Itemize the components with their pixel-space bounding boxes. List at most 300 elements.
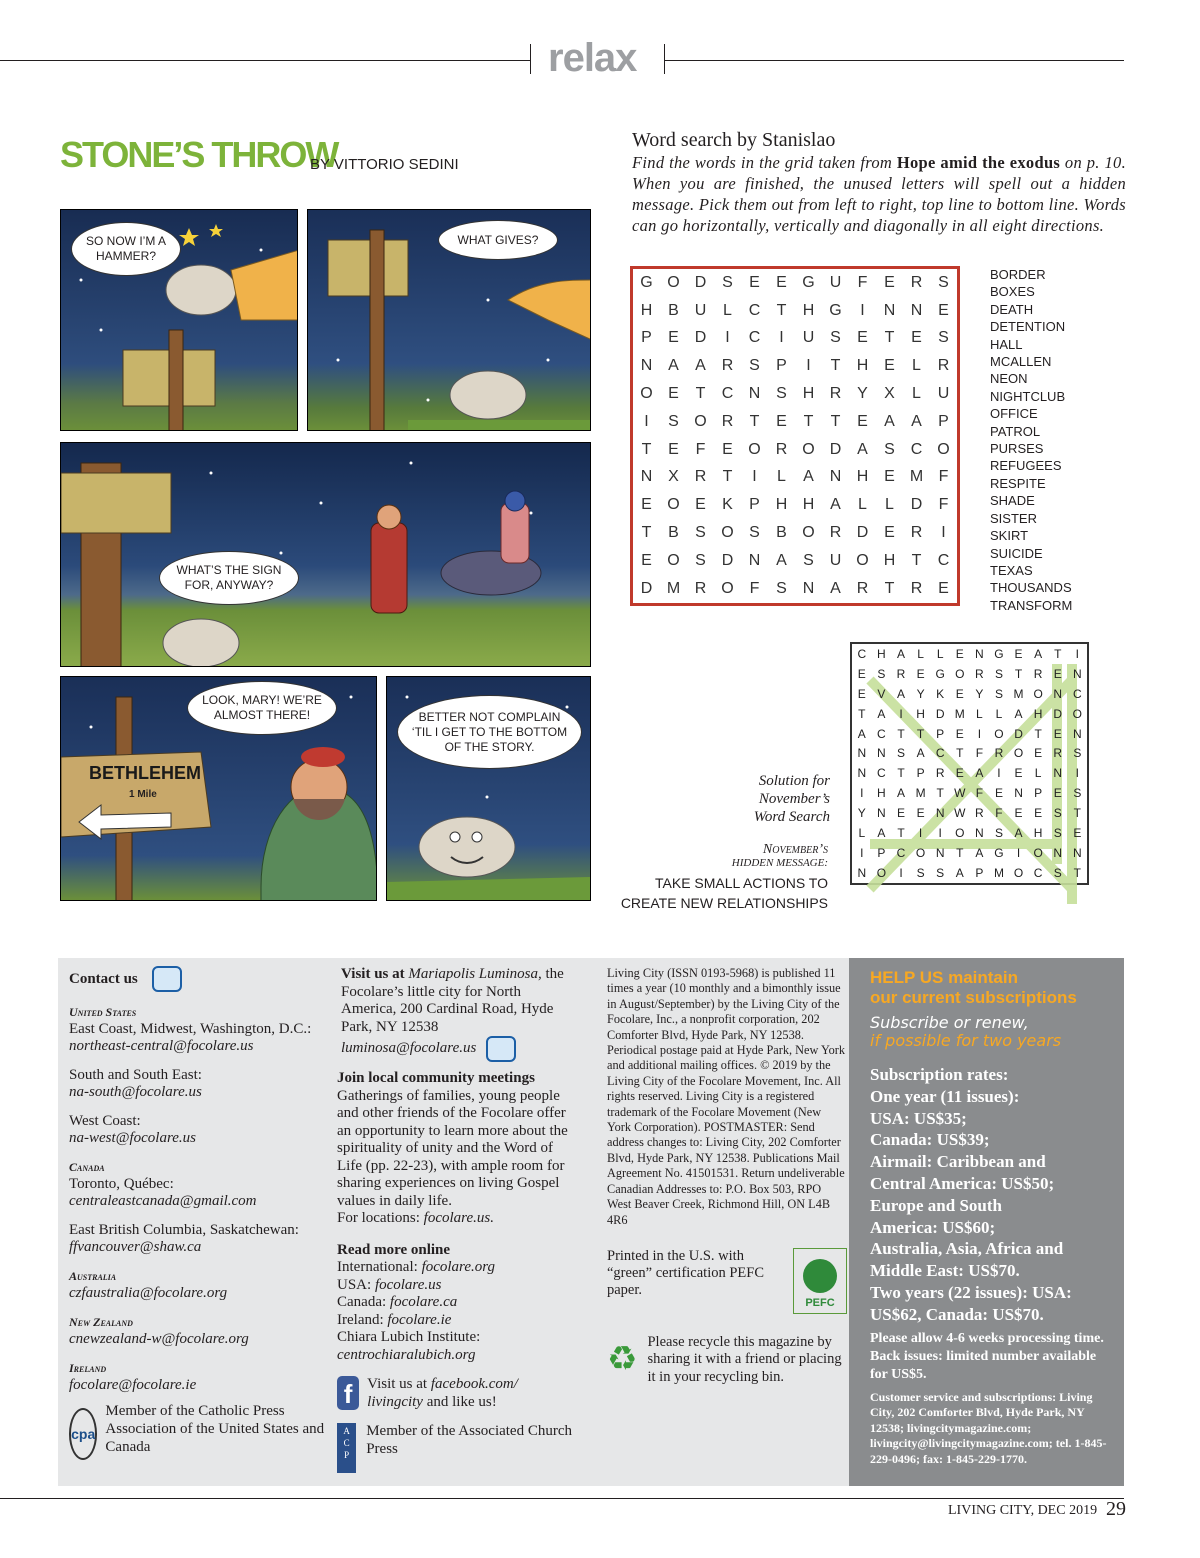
ws-cell: R <box>694 468 707 486</box>
contact-line: South and South East: <box>69 1067 202 1083</box>
hidden-label <box>690 843 828 870</box>
contact-title <box>69 966 334 992</box>
sol-cell: E <box>916 666 925 681</box>
sol-cell: A <box>896 686 905 701</box>
ws-cell: D <box>856 524 869 542</box>
sol-cell: N <box>1014 786 1023 801</box>
ws-cell: E <box>938 301 949 319</box>
sol-cell: E <box>955 646 964 661</box>
contact-email[interactable]: focolare@focolare.ie <box>69 1377 197 1393</box>
ws-row <box>633 408 957 436</box>
help-title-2: our current subscriptions <box>870 988 1077 1007</box>
contact-email[interactable]: na-south@focolare.us <box>69 1084 202 1100</box>
ws-cell: O <box>856 551 869 569</box>
ws-cell: D <box>910 496 923 514</box>
comic-panel-3 <box>60 442 591 667</box>
ws-cell: L <box>777 468 786 486</box>
contact-email[interactable]: na-west@focolare.us <box>69 1130 196 1146</box>
ws-cell: I <box>752 468 757 486</box>
sol-cell: L <box>917 646 924 661</box>
ws-cell: T <box>884 329 895 347</box>
contact-line: East Coast, Midwest, Washington, D.C.: <box>69 1021 312 1037</box>
ws-cell: C <box>937 551 950 569</box>
sol-cell: R <box>975 666 984 681</box>
ws-cell: E <box>776 412 787 430</box>
sol-cell: L <box>995 706 1003 721</box>
sol-cell: H <box>877 786 886 801</box>
sol-cell: T <box>858 706 866 721</box>
sol-cell: R <box>1053 746 1063 761</box>
meet-title: Join local community meetings <box>337 1070 535 1086</box>
word-list-item: RESPITE <box>990 475 1046 491</box>
sign-bethlehem: BETHLEHEM <box>89 763 201 783</box>
ws-row <box>633 575 957 603</box>
email-icon <box>152 966 182 992</box>
sol-cell: A <box>877 825 886 840</box>
facebook-link[interactable]: facebook.com/ livingcity <box>367 1376 518 1410</box>
ws-cell: H <box>856 468 869 486</box>
ws-cell: R <box>721 357 734 375</box>
help-sub-2: if possible for two years <box>870 1031 1062 1050</box>
sol-cell: S <box>877 666 886 681</box>
ws-cell: H <box>802 385 815 403</box>
ws-cell: O <box>721 579 734 597</box>
sol-cell: D <box>1014 726 1023 741</box>
contact-email[interactable]: ffvancouver@shaw.ca <box>69 1239 202 1255</box>
sol-cell: T <box>1034 726 1042 741</box>
ws-cell: E <box>857 412 868 430</box>
acp-row <box>337 1423 577 1473</box>
ws-cell: X <box>884 385 895 403</box>
ws-cell: C <box>910 440 923 458</box>
help-note: Please allow 4-6 weeks processing time. Back issues: limited number available for US$5. <box>870 1330 1104 1382</box>
sol-cell: D <box>935 706 945 721</box>
sol-cell: R <box>975 806 984 821</box>
sol-cell: O <box>915 845 926 860</box>
footer-rule <box>0 1498 1124 1499</box>
sol-cell: L <box>1034 766 1042 781</box>
contact-line: Toronto, Québec: <box>69 1176 174 1192</box>
sol-cell: M <box>993 865 1004 880</box>
word-list-item: TEXAS <box>990 562 1033 578</box>
word-list-item: TRANSFORM <box>990 597 1073 613</box>
sol-cell: P <box>936 726 945 741</box>
sol-cell: C <box>877 766 886 781</box>
ws-cell: R <box>910 273 923 291</box>
ws-cell: D <box>829 440 842 458</box>
ws-cell: E <box>668 329 679 347</box>
ws-row <box>633 297 957 325</box>
pefc-tree-icon <box>803 1259 837 1293</box>
sol-cell: I <box>938 825 942 840</box>
contact-entry <box>69 1159 334 1210</box>
contact-region: United States <box>69 1005 137 1019</box>
ws-cell: T <box>722 468 733 486</box>
hidden-label-1: November’s <box>762 842 828 857</box>
ws-row <box>633 325 957 353</box>
ws-cell: D <box>640 579 653 597</box>
ws-cell: T <box>641 440 652 458</box>
sol-row <box>852 843 1087 863</box>
ws-cell: H <box>802 301 815 319</box>
sol-cell: P <box>916 766 925 781</box>
comic-panel-5 <box>386 676 591 901</box>
ws-cell: T <box>641 524 652 542</box>
ws-cell: Y <box>857 385 868 403</box>
sol-cell: O <box>1033 845 1043 860</box>
ws-cell: U <box>937 385 950 403</box>
sol-cell: I <box>918 825 923 840</box>
sol-cell: N <box>935 845 945 860</box>
facebook-text <box>367 1376 577 1411</box>
word-list-item: SISTER <box>990 510 1037 526</box>
ws-cell: G <box>829 301 842 319</box>
sol-cell: S <box>994 666 1003 681</box>
ws-cell: E <box>857 329 868 347</box>
contact-line: West Coast: <box>69 1113 141 1129</box>
sol-cell: H <box>1033 825 1043 840</box>
word-list-item: REFUGEES <box>990 458 1062 474</box>
ws-cell: O <box>667 496 680 514</box>
sol-cell: N <box>1072 845 1082 860</box>
sol-cell: E <box>1014 766 1023 781</box>
footer-issue: LIVING CITY, DEC 2019 <box>948 1503 1098 1518</box>
ws-cell: E <box>641 496 652 514</box>
sol-cell: K <box>936 686 945 701</box>
sol-cell: G <box>935 666 945 681</box>
sol-cell: P <box>877 845 886 860</box>
acp-text: Member of the Associated Church Press <box>366 1423 572 1457</box>
ws-cell: S <box>749 524 760 542</box>
sol-cell: N <box>857 766 867 781</box>
contact-title-text: Contact us <box>69 970 138 987</box>
online-link[interactable]: Chiara Lubich Institute: <box>337 1329 481 1345</box>
ws-cell: N <box>748 551 761 569</box>
sol-cell: O <box>955 666 965 681</box>
help-title-1: HELP US maintain <box>870 968 1018 987</box>
ws-cell: B <box>776 524 787 542</box>
sol-cell: L <box>936 646 944 661</box>
ws-cell: O <box>721 524 734 542</box>
ws-row <box>633 352 957 380</box>
sol-cell: O <box>1072 706 1082 721</box>
sol-cell: C <box>896 845 906 860</box>
online-link[interactable]: International: focolare.org <box>337 1259 496 1275</box>
ws-cell: M <box>909 468 924 486</box>
ws-cell: E <box>884 273 895 291</box>
ws-row <box>633 436 957 464</box>
ws-cell: E <box>749 273 760 291</box>
locations-link[interactable]: focolare.us. <box>423 1210 494 1226</box>
ws-cell: S <box>830 329 841 347</box>
sol-cell: H <box>916 706 925 721</box>
speech-bubble-1: SO NOW I’M A HAMMER? <box>71 222 181 276</box>
ws-cell: P <box>749 496 760 514</box>
sol-cell: A <box>1014 706 1023 721</box>
sol-cell: N <box>1053 766 1063 781</box>
sol-cell: L <box>976 706 983 721</box>
ws-cell: L <box>723 301 732 319</box>
sol-cell: T <box>1073 806 1081 821</box>
sol-cell: O <box>1013 865 1024 880</box>
sol-row <box>852 704 1087 724</box>
ws-row <box>633 269 957 297</box>
ws-cell: T <box>776 301 787 319</box>
word-list-item: BORDER <box>990 267 1046 282</box>
acp-logo: A C P <box>337 1423 356 1473</box>
rate-line: Airmail: Caribbean and <box>870 1152 1046 1172</box>
sol-cell: M <box>1013 686 1024 701</box>
sol-cell: F <box>995 806 1003 821</box>
sol-cell: S <box>936 865 945 880</box>
ws-cell: A <box>776 551 787 569</box>
ws-cell: F <box>695 440 706 458</box>
ws-cell: S <box>668 412 679 430</box>
ws-cell: I <box>860 301 865 319</box>
word-list-item: DETENTION <box>990 319 1066 335</box>
ws-cell: E <box>884 524 895 542</box>
ws-cell: P <box>938 412 949 430</box>
sol-row <box>852 823 1087 843</box>
ws-cell: E <box>938 579 949 597</box>
ws-cell: B <box>668 524 679 542</box>
sol-cell: N <box>975 825 984 840</box>
intro-part-c: on p. 10. When you are finished, the unused letters will spell out a hidden message. Pick them out from left to right, top line to bottom line. Words can go horizontally, vertically and diagonally in all eight directions. <box>632 153 1127 235</box>
sol-cell: S <box>916 865 925 880</box>
word-list-item: DEATH <box>990 301 1034 317</box>
solution-grid <box>850 642 1089 885</box>
sol-cell: E <box>955 726 964 741</box>
ws-cell: K <box>722 496 733 514</box>
visit-email[interactable]: luminosa@focolare.us <box>341 1040 477 1057</box>
sol-cell: E <box>896 806 905 821</box>
fb-label: Visit us at <box>367 1376 431 1392</box>
locations-label: For locations: <box>337 1210 424 1226</box>
contact-email[interactable]: centraleastcanada@gmail.com <box>69 1193 257 1209</box>
word-list-item: THOUSANDS <box>990 580 1072 596</box>
word-list-item: PATROL <box>990 423 1041 439</box>
sol-cell: F <box>975 786 984 801</box>
word-list-item: BOXES <box>990 284 1035 300</box>
sol-cell: W <box>954 806 966 821</box>
rate-line: America: US$60; <box>870 1217 996 1237</box>
ws-cell: U <box>694 301 707 319</box>
ws-cell: O <box>667 273 680 291</box>
ws-row <box>633 547 957 575</box>
publisher-column <box>607 966 847 1386</box>
sol-cell: A <box>896 786 905 801</box>
visit-place: Mariapolis Luminosa, <box>408 966 542 982</box>
sol-row <box>852 763 1087 783</box>
sol-cell: N <box>877 806 886 821</box>
subscription-box <box>849 958 1124 1486</box>
ws-cell: A <box>668 357 679 375</box>
sol-cell: L <box>858 825 866 840</box>
ws-cell: A <box>803 468 814 486</box>
speech-bubble-4: LOOK, MARY! WE’RE ALMOST THERE! <box>187 681 337 735</box>
ws-cell: O <box>937 440 950 458</box>
sol-cell: S <box>896 746 905 761</box>
sol-cell: N <box>857 746 867 761</box>
contact-region: Ireland <box>69 1361 107 1375</box>
sol-cell: T <box>897 726 905 741</box>
customer-service: Customer service and subscriptions: Living City, 202 Comforter Blvd, Hyde Park, NY 12538; livingcitymagazine.com; livingcity@livingcitymagazine.com; tel. 1-845-229-0496; fax: 1-845-229-1770. <box>870 1389 1107 1466</box>
contact-list <box>69 1004 334 1394</box>
sol-cell: N <box>1053 845 1063 860</box>
word-list-item: HALL <box>990 336 1023 352</box>
comic-byline: BY VITTORIO SEDINI <box>310 156 459 173</box>
hidden-label-2: HIDDEN MESSAGE: <box>731 857 828 869</box>
publisher-text: Living City (ISSN 0193-5968) is published 11 times a year (10 monthly and a bimonthly issue in August/September) by the Living City of the Focolare, Inc., a nonprofit corporation, 202 Comforter Blvd, Hyde Park, NY 12538. Periodical postage paid at Hyde Park, New York and additional mailing offices. © 2019 by the Living City of the Focolare Movement, Inc. All rights reserved. Living City is a registered trademark of the Focolare Movement (New York Corporation). POSTMASTER: Send address changes to: Living City, 202 Comforter Blvd, Hyde Park, NY 12538. Publications Mail Agreement No. 41501531. Return undeliverable Canadian Addresses to: P.O. Box 503, RPO West Beaver Creek, Richmond Hill, ON L4B 4R6 <box>607 966 846 1227</box>
sol-cell: C <box>1033 865 1043 880</box>
contact-email[interactable]: northeast-central@focolare.us <box>69 1038 254 1054</box>
ws-cell: G <box>640 273 653 291</box>
header-tick-left <box>530 44 531 74</box>
online-link[interactable]: USA: focolare.us <box>337 1276 442 1293</box>
sol-cell: T <box>1054 646 1062 661</box>
ws-cell: R <box>856 579 869 597</box>
ws-cell: S <box>776 385 787 403</box>
sol-cell: I <box>997 766 1001 781</box>
rate-list <box>870 1064 1112 1326</box>
word-list-item: NIGHTCLUB <box>990 388 1066 404</box>
printed-text: Printed in the U.S. with “green” certification PEFC paper. <box>607 1247 765 1298</box>
sol-cell: A <box>916 746 925 761</box>
online-link[interactable]: Ireland: focolare.ie <box>337 1311 452 1328</box>
solution-label: Solution for November’s Word Search <box>753 773 830 825</box>
sol-cell: E <box>916 806 925 821</box>
rate-line: Canada: US$39; <box>870 1130 990 1150</box>
ws-cell: I <box>725 329 730 347</box>
ws-cell: T <box>884 579 895 597</box>
ws-cell: N <box>910 301 923 319</box>
ws-cell: E <box>911 329 922 347</box>
sol-cell: N <box>1053 686 1063 701</box>
ws-cell: O <box>667 551 680 569</box>
facebook-row <box>337 1376 577 1411</box>
ws-cell: D <box>721 551 734 569</box>
rate-line: Two years (22 issues): USA: <box>870 1282 1072 1302</box>
word-list-item: NEON <box>990 371 1028 387</box>
ws-cell: X <box>668 468 679 486</box>
contact-email[interactable]: cnewzealand-w@focolare.org <box>69 1331 249 1347</box>
sol-cell: O <box>994 726 1004 741</box>
sol-cell: N <box>1072 726 1082 741</box>
ws-cell: R <box>910 524 923 542</box>
sol-cell: E <box>1034 806 1043 821</box>
ws-cell: R <box>829 385 842 403</box>
sol-cell: R <box>994 746 1004 761</box>
ws-cell: R <box>937 357 950 375</box>
word-list-item: SHADE <box>990 493 1035 509</box>
ws-cell: E <box>884 468 895 486</box>
ws-cell: H <box>802 496 815 514</box>
ws-cell: A <box>911 412 922 430</box>
ws-cell: T <box>695 385 706 403</box>
sol-cell: A <box>975 845 984 860</box>
ws-cell: S <box>884 440 895 458</box>
contact-email[interactable]: czfaustralia@focolare.org <box>69 1285 228 1301</box>
rate-line: Europe and South <box>870 1195 1002 1215</box>
ws-cell: N <box>802 579 815 597</box>
online-link[interactable]: Canada: focolare.ca <box>337 1294 458 1310</box>
header-tick-right <box>664 44 665 74</box>
ws-cell: N <box>748 385 761 403</box>
sol-cell: N <box>857 865 867 880</box>
word-search-title: Word search by Stanislao <box>632 129 836 151</box>
ws-cell: C <box>748 301 761 319</box>
sol-cell: A <box>1034 646 1043 661</box>
visit-text: the Focolare’s little city for North America, 200 Cardinal Road, Hyde Park, NY 12538 <box>341 966 564 1035</box>
contact-region: New Zealand <box>69 1315 133 1329</box>
sol-cell: C <box>935 746 945 761</box>
rate-line: US$62, Canada: US$70. <box>870 1304 1044 1324</box>
ws-cell: H <box>883 551 896 569</box>
sol-cell: T <box>1014 666 1023 681</box>
locations <box>337 1210 577 1228</box>
institute-link[interactable]: centrochiaralubich.org <box>337 1346 476 1363</box>
contact-entry <box>69 1268 334 1302</box>
sol-cell: H <box>877 646 886 661</box>
sol-cell: S <box>994 825 1003 840</box>
sol-cell: I <box>1016 845 1021 860</box>
sol-cell: W <box>954 786 966 801</box>
rate-line: One year (11 issues): <box>870 1086 1020 1106</box>
ws-cell: U <box>802 329 815 347</box>
speech-bubble-2: WHAT GIVES? <box>438 220 558 260</box>
ws-cell: O <box>694 412 707 430</box>
intro-part-a: Find the words in the grid taken from <box>632 153 897 172</box>
contact-entry <box>69 1067 334 1101</box>
email-icon <box>486 1036 516 1062</box>
ws-cell: I <box>806 357 811 375</box>
sol-cell: R <box>1033 666 1043 681</box>
ws-cell: S <box>695 551 706 569</box>
sol-cell: Y <box>916 686 925 701</box>
sol-cell: C <box>877 726 886 741</box>
sol-cell: H <box>1033 706 1043 721</box>
ws-cell: R <box>910 579 923 597</box>
sol-cell: E <box>1014 806 1023 821</box>
ws-cell: T <box>830 412 841 430</box>
sol-cell: Y <box>857 806 866 821</box>
visit-column <box>337 966 577 1473</box>
comic-panel-4 <box>60 676 377 901</box>
visit-block <box>337 966 577 1036</box>
ws-row <box>633 464 957 492</box>
sol-cell: E <box>994 786 1003 801</box>
ws-cell: L <box>885 496 894 514</box>
panel-3-art <box>61 443 591 667</box>
ws-cell: C <box>721 385 734 403</box>
rate-line: Middle East: US$70. <box>870 1261 1020 1281</box>
sol-cell: G <box>994 646 1004 661</box>
contact-entry <box>69 1314 334 1348</box>
ws-cell: B <box>668 301 679 319</box>
ws-cell: P <box>776 357 787 375</box>
sol-cell: C <box>1072 686 1082 701</box>
ws-cell: N <box>829 468 842 486</box>
cpa-text: Member of the Catholic Press Association of the United States and Canada <box>105 1403 325 1455</box>
header-rule-left <box>0 60 530 61</box>
meet-text: Gatherings of families, young people and other friends of the Focolare offer an opportunity to learn more about the spirituality of unity and the Word of Life (pp. 22-23), with ample room for sharing experiences on living Gospel values in daily life. <box>337 1087 568 1209</box>
ws-cell: P <box>641 329 652 347</box>
sol-cell: E <box>955 766 964 781</box>
word-list-item: SUICIDE <box>990 545 1043 561</box>
sol-cell: S <box>994 686 1003 701</box>
word-list-item: SKIRT <box>990 528 1029 544</box>
contact-entry <box>69 1004 334 1055</box>
